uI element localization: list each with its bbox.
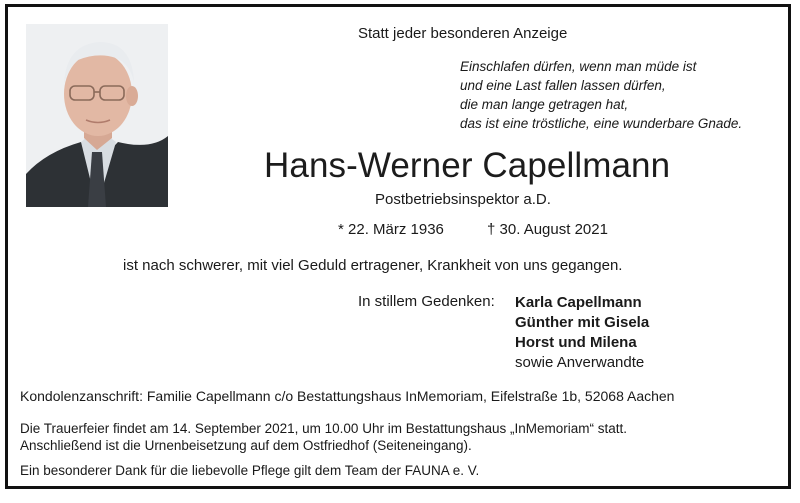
funeral-line: Anschließend ist die Urnenbeisetzung auf dem Ostfriedhof (Seiteneingang).	[20, 438, 472, 453]
poem-line: das ist eine tröstliche, eine wunderbare Gnade.	[460, 116, 743, 131]
deceased-title: Postbetriebsinspektor a.D.	[375, 191, 551, 208]
memory-label: In stillem Gedenken:	[358, 293, 495, 310]
funeral-info	[20, 420, 627, 454]
poem-line: Einschlafen dürfen, wenn man müde ist	[460, 59, 697, 74]
birth-date: * 22. März 1936	[338, 221, 444, 238]
obituary-card	[5, 4, 791, 489]
poem	[460, 57, 742, 133]
passing-statement: ist nach schwerer, mit viel Geduld ertragener, Krankheit von uns gegangen.	[123, 257, 623, 274]
mourner-name: Karla Capellmann	[515, 294, 642, 311]
mourner-relatives: sowie Anverwandte	[515, 354, 645, 371]
mourners-list	[515, 293, 649, 373]
death-date: † 30. August 2021	[487, 221, 608, 238]
mourner-name: Horst und Milena	[515, 334, 637, 351]
portrait-photo	[26, 24, 168, 207]
condolence-address: Kondolenzanschrift: Familie Capellmann c/o Bestattungshaus InMemoriam, Eifelstraße 1b, 52068 Aachen	[20, 388, 675, 404]
thanks-note: Ein besonderer Dank für die liebevolle Pflege gilt dem Team der FAUNA e. V.	[20, 463, 480, 478]
poem-line: und eine Last fallen lassen dürfen,	[460, 78, 666, 93]
mourner-name: Günther mit Gisela	[515, 314, 650, 331]
deceased-name: Hans-Werner Capellmann	[264, 146, 671, 185]
headline: Statt jeder besonderen Anzeige	[358, 25, 568, 42]
funeral-line: Die Trauerfeier findet am 14. September 2021, um 10.00 Uhr im Bestattungshaus „InMemoriam“ statt.	[20, 421, 628, 436]
poem-line: die man lange getragen hat,	[460, 97, 629, 112]
